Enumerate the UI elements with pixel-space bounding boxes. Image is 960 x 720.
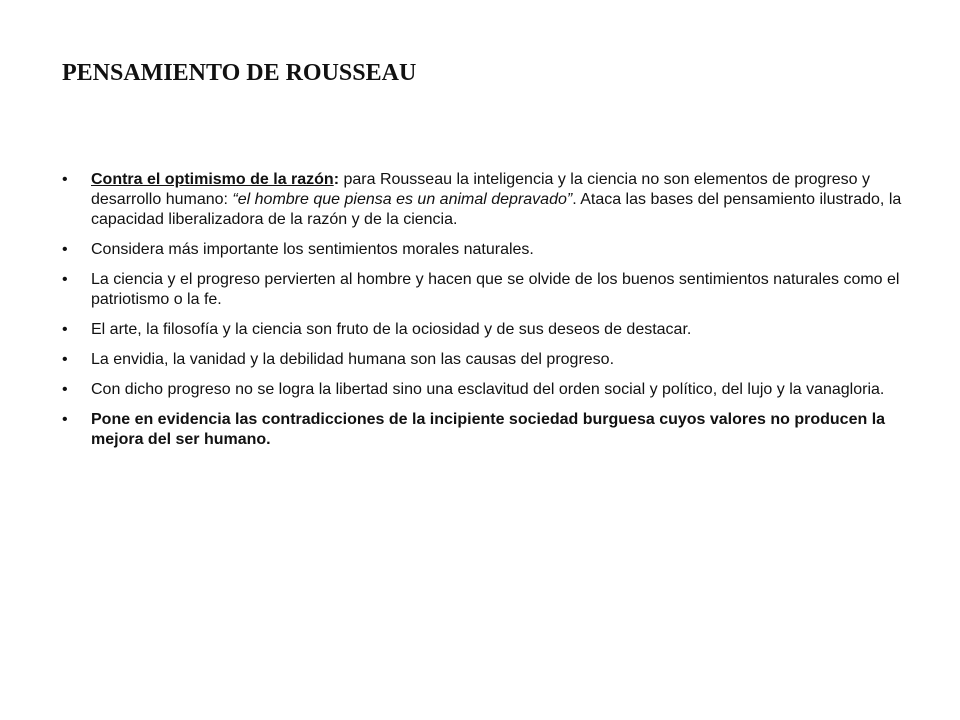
bullet-mark: •: [62, 411, 68, 428]
bullet-text-part-b: . Ataca las bases del pensamiento ilustrado, la capacidad liberalizadora de la razón y de la ciencia.: [91, 191, 902, 228]
bullet-list: [62, 170, 922, 460]
bullet-mark: •: [62, 351, 68, 368]
bullet-text: [91, 170, 922, 230]
bullet-mark: •: [62, 271, 68, 288]
bullet-mark: •: [62, 171, 68, 188]
bullet-text: La envidia, la vanidad y la debilidad humana son las causas del progreso.: [91, 351, 615, 368]
bullet-text: La ciencia y el progreso pervierten al hombre y hacen que se olvide de los buenos sentimientos naturales como el patriotismo o la fe.: [91, 271, 900, 308]
bullet-text: Con dicho progreso no se logra la libertad sino una esclavitud del orden social y político, del lujo y la vanagloria.: [91, 381, 885, 398]
bullet-item-6: [62, 380, 922, 400]
bullet-item-4: [62, 320, 922, 340]
bullet-item-5: [62, 350, 922, 370]
bullet-mark: •: [62, 241, 68, 258]
slide-title: PENSAMIENTO DE ROUSSEAU: [62, 60, 417, 86]
bullet-item-7: [62, 410, 922, 450]
bullet-text: Considera más importante los sentimientos morales naturales.: [91, 241, 534, 258]
bullet-quote: “el hombre que piensa es un animal depravado”: [232, 191, 573, 208]
bullet-text-bold: Pone en evidencia las contradicciones de la incipiente sociedad burguesa cuyos valores no producen la mejora del ser humano.: [91, 411, 886, 448]
bullet-text: El arte, la filosofía y la ciencia son fruto de la ociosidad y de sus deseos de destacar.: [91, 321, 692, 338]
bullet-mark: •: [62, 381, 68, 398]
bullet-lead-separator: :: [333, 171, 340, 188]
bullet-text-part-a: para Rousseau la inteligencia y la ciencia no son elementos de progreso y desarrollo humano:: [91, 171, 871, 208]
bullet-item-1: [62, 170, 922, 230]
bullet-lead-underlined: Contra el optimismo de la razón: [91, 171, 334, 188]
bullet-item-2: [62, 240, 922, 260]
bullet-item-3: [62, 270, 922, 310]
bullet-mark: •: [62, 321, 68, 338]
